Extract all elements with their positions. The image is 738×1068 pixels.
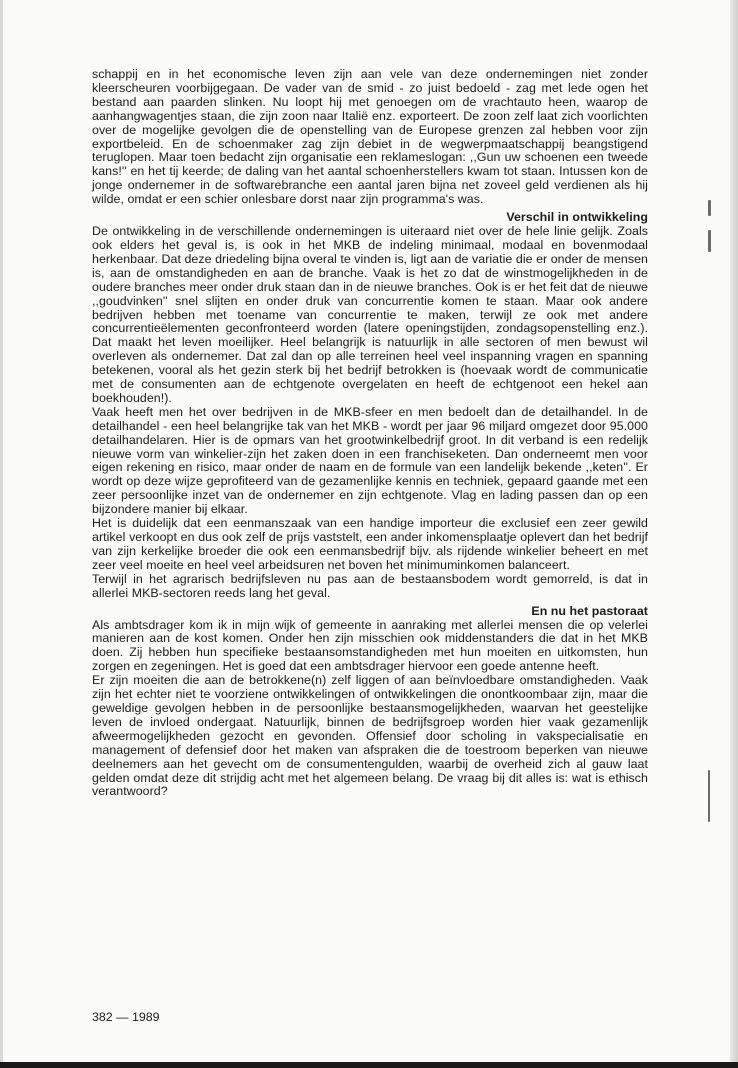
- section-heading-verschil: Verschil in ontwikkeling: [506, 210, 648, 225]
- page-left-edge: [0, 0, 3, 1068]
- margin-mark: [708, 200, 711, 216]
- paragraph: De ontwikkeling in de verschillende ondernemingen is uiteraard niet over de hele linie gelijk. Zoals ook elders het geval is, is ook in het MKB de indeling minimaal, modaal en bovenmodaal herkenbaar. Dat deze driedeling bijna overal te vinden is, ligt aan de variatie die er onder de mensen is, aan de omstandigheden en aan de branche. Vaak is het zo dat de winstmogelijkheden in de oudere branches meer onder druk staan dan in de nieuwe branches. Ook is er het feit dat de nieuwe ,,goudvinken'' snel slijten en onder druk van concurrentie komen te staan. Maar ook andere bedrijven hebben met toename van concurrentie te maken, terwijl ze ook met andere concurrentieëlementen geconfronteerd worden (latere openingstijden, zondagsopenstelling enz.). Dat maakt het leven moeilijker. Heel belangrijk is natuurlijk in alle sectoren of men bewust wil overleven als ondernemer. Dat zal dan op alle terreinen heel veel inspanning vragen en spanning betekenen, vooral als het gezin sterk bij het bedrijf betrokken is (hoevaak wordt de communicatie met de consumenten aan de echtgenote overgelaten en heeft de echtgenoot een hekel aan boekhouden!).: [92, 224, 648, 405]
- paragraph-intro: schappij en in het economische leven zijn aan vele van deze ondernemingen niet zonder kleerscheuren voorbijgegaan. De vader van de smid - zo juist bedoeld - zag met lede ogen het bestand aan paarden slinken. Nu loopt hij met genoegen om de vrachtauto heen, waarop de aanhangwagentjes staan, die zijn zoon naar Italië enz. exporteert. De zoon zelf laat zich voorlichten over de mogelijke gevolgen die de openstelling van de Europese grenzen zal hebben voor zijn exportbeleid. En de schoenmaker zag zijn debiet in de wegwerpmaatschappij beangstigend teruglopen. Maar toen bedacht zijn organisatie een reklameslogan: ,,Gun uw schoenen een tweede kans!'' en het tij keerde; de daling van het aantal schoenherstellers kwam tot staan. Intussen kon de jonge ondernemer in de softwarebranche een aantal jaren bijna net zoveel geld verdienen als hij wilde, omdat er een schier onlesbare dorst naar zijn programma's was.: [92, 67, 648, 207]
- section-heading-pastoraat: En nu het pastoraat: [531, 603, 648, 618]
- paragraph: Terwijl in het agrarisch bedrijfsleven nu pas aan de bestaansbodem wordt gemorreld, is dat in allerlei MKB-sectoren reeds lang het geval.: [92, 571, 648, 600]
- paragraph: Er zijn moeiten die aan de betrokkene(n) zelf liggen of aan beïnvloedbare omstandigheden. Vaak zijn het echter niet te voorziene ontwikkelingen of ontwikkelingen die onontkoombaar zijn, maar die geweldige gevolgen hebben in de persoonlijke bestaansmogelijkheden, waarvan het geestelijke leven de invloed ondergaat. Natuurlijk, binnen de bedrijfsgroep worden hier vaak gezamenlijk afweermogelijkheden gezocht en gevonden. Offensief door scholing in vakspecialisatie en management of defensief door het maken van afspraken die de toestroom beperken van nieuwe deelnemers aan het gevecht om de consumentengulden, waarbij de overheid zich al gauw laat gelden omdat deze dit strijdig acht met het algemeen belang. De vraag bij dit alles is: wat is ethisch verantwoord?: [92, 673, 648, 799]
- margin-mark: [708, 770, 710, 822]
- paragraph: Vaak heeft men het over bedrijven in de MKB-sfeer en men bedoelt dan de detailhandel. In de detailhandel - een heel belangrijke tak van het MKB - wordt per jaar 96 miljard omgezet door 95.000 detailhandelaren. Hier is de opmars van het grootwinkelbedrijf groot. In dit verband is een redelijk nieuwe vorm van winkelier-zijn het zaken doen in een franchiseketen. Dan onderneemt men voor eigen rekening en risico, maar onder de naam en de formule van een landelijk bekende ,,keten''. Er wordt op deze wijze geprofiteerd van de gezamenlijke kennis en techniek, gepaard gaande met een zeer persoonlijke inzet van de ondernemer en zijn echtgenote. Vlag en lading passen dan op een bijzondere manier bij elkaar.: [92, 404, 648, 517]
- page-right-edge: [730, 0, 738, 1068]
- margin-mark: [708, 230, 711, 252]
- paragraph: Als ambtsdrager kom ik in mijn wijk of gemeente in aanraking met allerlei mensen die op velerlei manieren aan de kost komen. Onder hen zijn misschien ook middenstanders die dat in het MKB doen. Zij hebben hun specifieke bestaansomstandigheden met hun moeiten en uitkomsten, hun zorgen en zegeningen. Het is goed dat een ambtsdrager hiervoor een goede antenne heeft.: [92, 617, 648, 674]
- article-body: [92, 68, 648, 799]
- paragraph: Het is duidelijk dat een eenmanszaak van een handige importeur die exclusief een zeer gewild artikel verkoopt en dus ook zelf de prijs vaststelt, een ander inkomensplaatje oplevert dan het bedrijf van zijn kerkelijke broeder die ook een eenmansbedrijf bijv. als rijdende winkelier beheert en met zeer veel moeite en heel veel arbeidsuren net boven het minimuminkomen balanceert.: [92, 516, 648, 572]
- page-number: 382 — 1989: [92, 1010, 160, 1024]
- page-bottom-edge: [0, 1062, 738, 1068]
